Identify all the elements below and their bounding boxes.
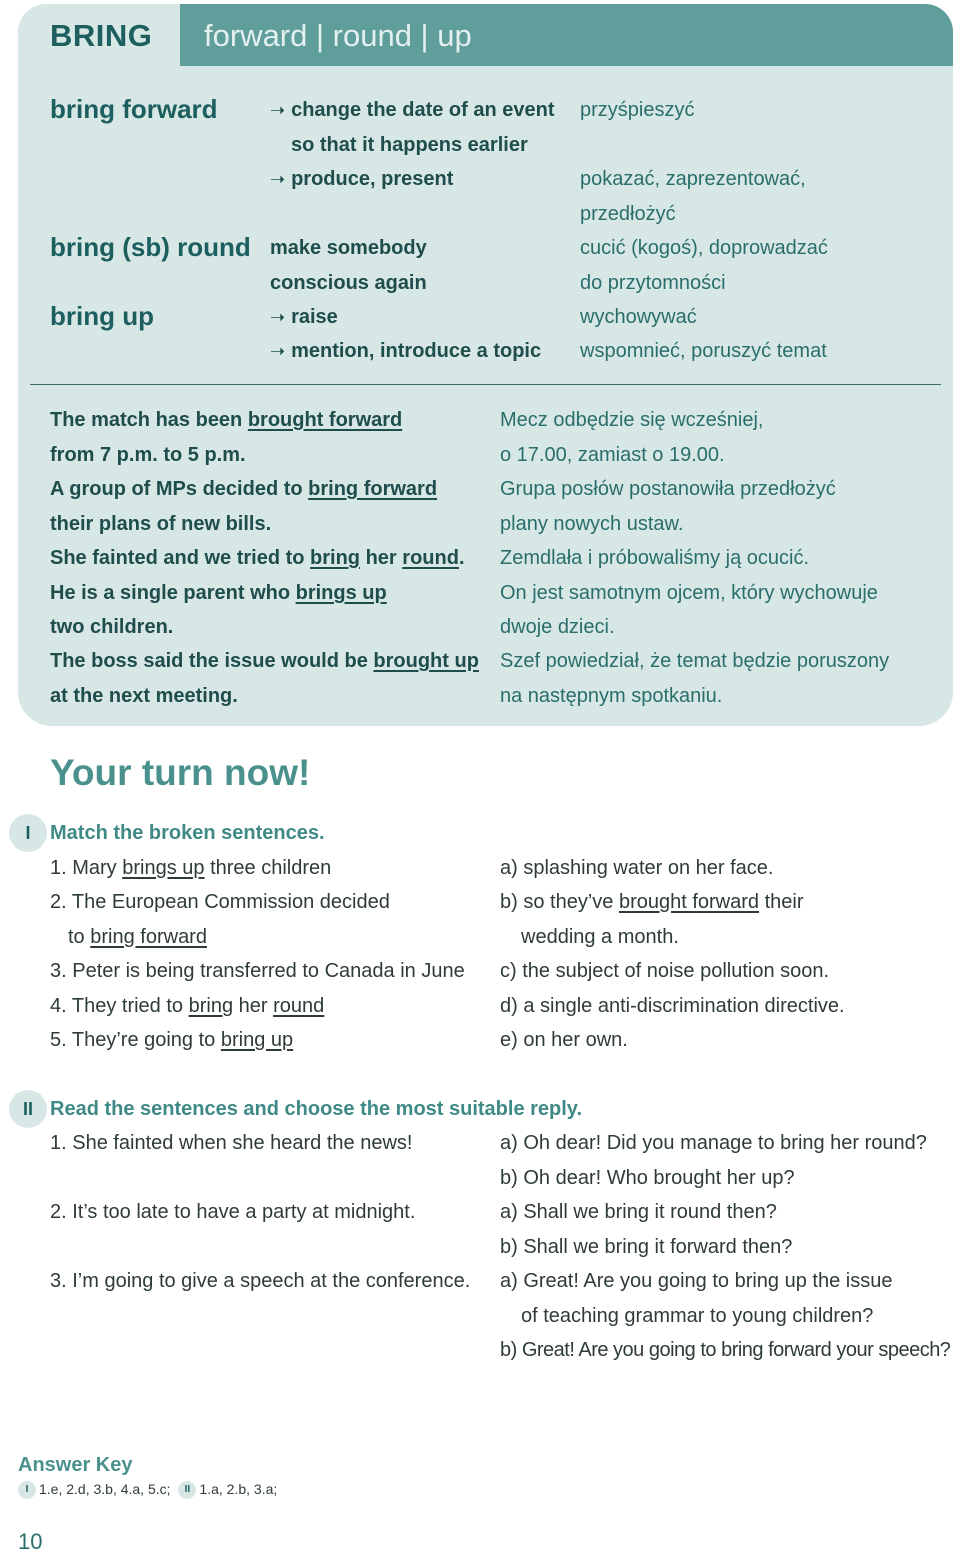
- entry-translation: przedłożyć: [580, 203, 676, 225]
- entry-definition: ➝ produce, present: [270, 168, 454, 190]
- example-sentence: The boss said the issue would be brought up: [50, 650, 479, 672]
- exercise-item: 3. I’m going to give a speech at the conference.: [50, 1270, 471, 1292]
- example-translation: Grupa posłów postanowiła przedłożyć: [500, 478, 836, 500]
- entry-translation: pokazać, zaprezentować,: [580, 168, 806, 190]
- entry-definition: ➝ mention, introduce a topic: [270, 340, 542, 362]
- exercise-item: 3. Peter is being transferred to Canada in June: [50, 960, 465, 982]
- entry-translation: do przytomności: [580, 272, 726, 294]
- exercise-instruction: Match the broken sentences.: [50, 822, 325, 844]
- entry-translation: przyśpieszyć: [580, 99, 695, 121]
- arrow-icon: ➝: [270, 169, 286, 189]
- example-translation: On jest samotnym ojcem, który wychowuje: [500, 582, 878, 604]
- exercise-option: b) Oh dear! Who brought her up?: [500, 1167, 795, 1189]
- exercise-option: b) so they’ve brought forward their: [500, 891, 804, 913]
- example-sentence: He is a single parent who brings up: [50, 582, 387, 604]
- example-sentence: She fainted and we tried to bring her round.: [50, 547, 465, 569]
- exercise-item: 2. It’s too late to have a party at midnight.: [50, 1201, 416, 1223]
- exercise-item: 1. She fainted when she heard the news!: [50, 1132, 413, 1154]
- example-sentence: two children.: [50, 616, 174, 638]
- exercise-option: a) Oh dear! Did you manage to bring her round?: [500, 1132, 927, 1154]
- section-heading: Your turn now!: [50, 752, 311, 793]
- exercise-option: a) splashing water on her face.: [500, 857, 774, 879]
- example-translation: plany nowych ustaw.: [500, 513, 684, 535]
- answer-key-title: Answer Key: [18, 1454, 133, 1476]
- example-translation: o 17.00, zamiast o 19.00.: [500, 444, 725, 466]
- exercise-number-badge: I: [9, 814, 47, 852]
- entry-definition: so that it happens earlier: [291, 134, 528, 156]
- page-number: 10: [18, 1529, 43, 1554]
- exercise-option: b) Great! Are you going to bring forward your speech?: [500, 1339, 951, 1361]
- entry-definition: make somebody: [270, 237, 427, 259]
- entry-verb: bring up: [50, 301, 154, 331]
- exercise-item: 4. They tried to bring her round: [50, 995, 325, 1017]
- exercise-instruction: Read the sentences and choose the most suitable reply.: [50, 1098, 583, 1120]
- example-translation: Zemdlała i próbowaliśmy ją ocucić.: [500, 547, 810, 569]
- arrow-icon: ➝: [270, 307, 286, 327]
- exercise-option: e) on her own.: [500, 1029, 628, 1051]
- exercise-option: c) the subject of noise pollution soon.: [500, 960, 830, 982]
- answer-key-badge: II: [178, 1481, 196, 1499]
- entry-translation: cucić (kogoś), doprowadzać: [580, 237, 828, 259]
- example-sentence: their plans of new bills.: [50, 513, 272, 535]
- exercise-item: 2. The European Commission decided: [50, 891, 390, 913]
- entry-verb: bring (sb) round: [50, 232, 251, 262]
- entry-verb: bring forward: [50, 94, 218, 124]
- entry-translation: wychowywać: [580, 306, 697, 328]
- exercise-option: a) Shall we bring it round then?: [500, 1201, 777, 1223]
- exercise-option: of teaching grammar to young children?: [521, 1305, 874, 1327]
- example-sentence: from 7 p.m. to 5 p.m.: [50, 444, 246, 466]
- answer-key-badge: I: [18, 1481, 36, 1499]
- exercise-option: wedding a month.: [521, 926, 679, 948]
- exercise-number-badge: II: [9, 1090, 47, 1128]
- example-translation: Szef powiedział, że temat będzie poruszony: [500, 650, 890, 672]
- arrow-icon: ➝: [270, 341, 286, 361]
- divider: [30, 384, 941, 385]
- exercise-item: 5. They’re going to bring up: [50, 1029, 294, 1051]
- entry-definition: ➝ change the date of an event: [270, 99, 555, 121]
- arrow-icon: ➝: [270, 100, 286, 120]
- header-particles: forward | round | up: [204, 18, 472, 53]
- exercise-item: to bring forward: [68, 926, 207, 948]
- entry-translation: wspomnieć, poruszyć temat: [580, 340, 827, 362]
- exercise-item: 1. Mary brings up three children: [50, 857, 332, 879]
- example-sentence: at the next meeting.: [50, 685, 238, 707]
- answer-key-line: I 1.e, 2.d, 3.b, 4.a, 5.c; II 1.a, 2.b, 3.a;: [18, 1481, 277, 1499]
- entry-definition: conscious again: [270, 272, 427, 294]
- example-translation: Mecz odbędzie się wcześniej,: [500, 409, 764, 431]
- exercise-option: a) Great! Are you going to bring up the issue: [500, 1270, 893, 1292]
- exercise-option: d) a single anti-discrimination directive.: [500, 995, 845, 1017]
- entry-definition: ➝ raise: [270, 306, 338, 328]
- exercise-option: b) Shall we bring it forward then?: [500, 1236, 793, 1258]
- example-sentence: A group of MPs decided to bring forward: [50, 478, 438, 500]
- example-translation: dwoje dzieci.: [500, 616, 615, 638]
- example-translation: na następnym spotkaniu.: [500, 685, 723, 707]
- header-verb: BRING: [50, 18, 153, 53]
- example-sentence: The match has been brought forward: [50, 409, 403, 431]
